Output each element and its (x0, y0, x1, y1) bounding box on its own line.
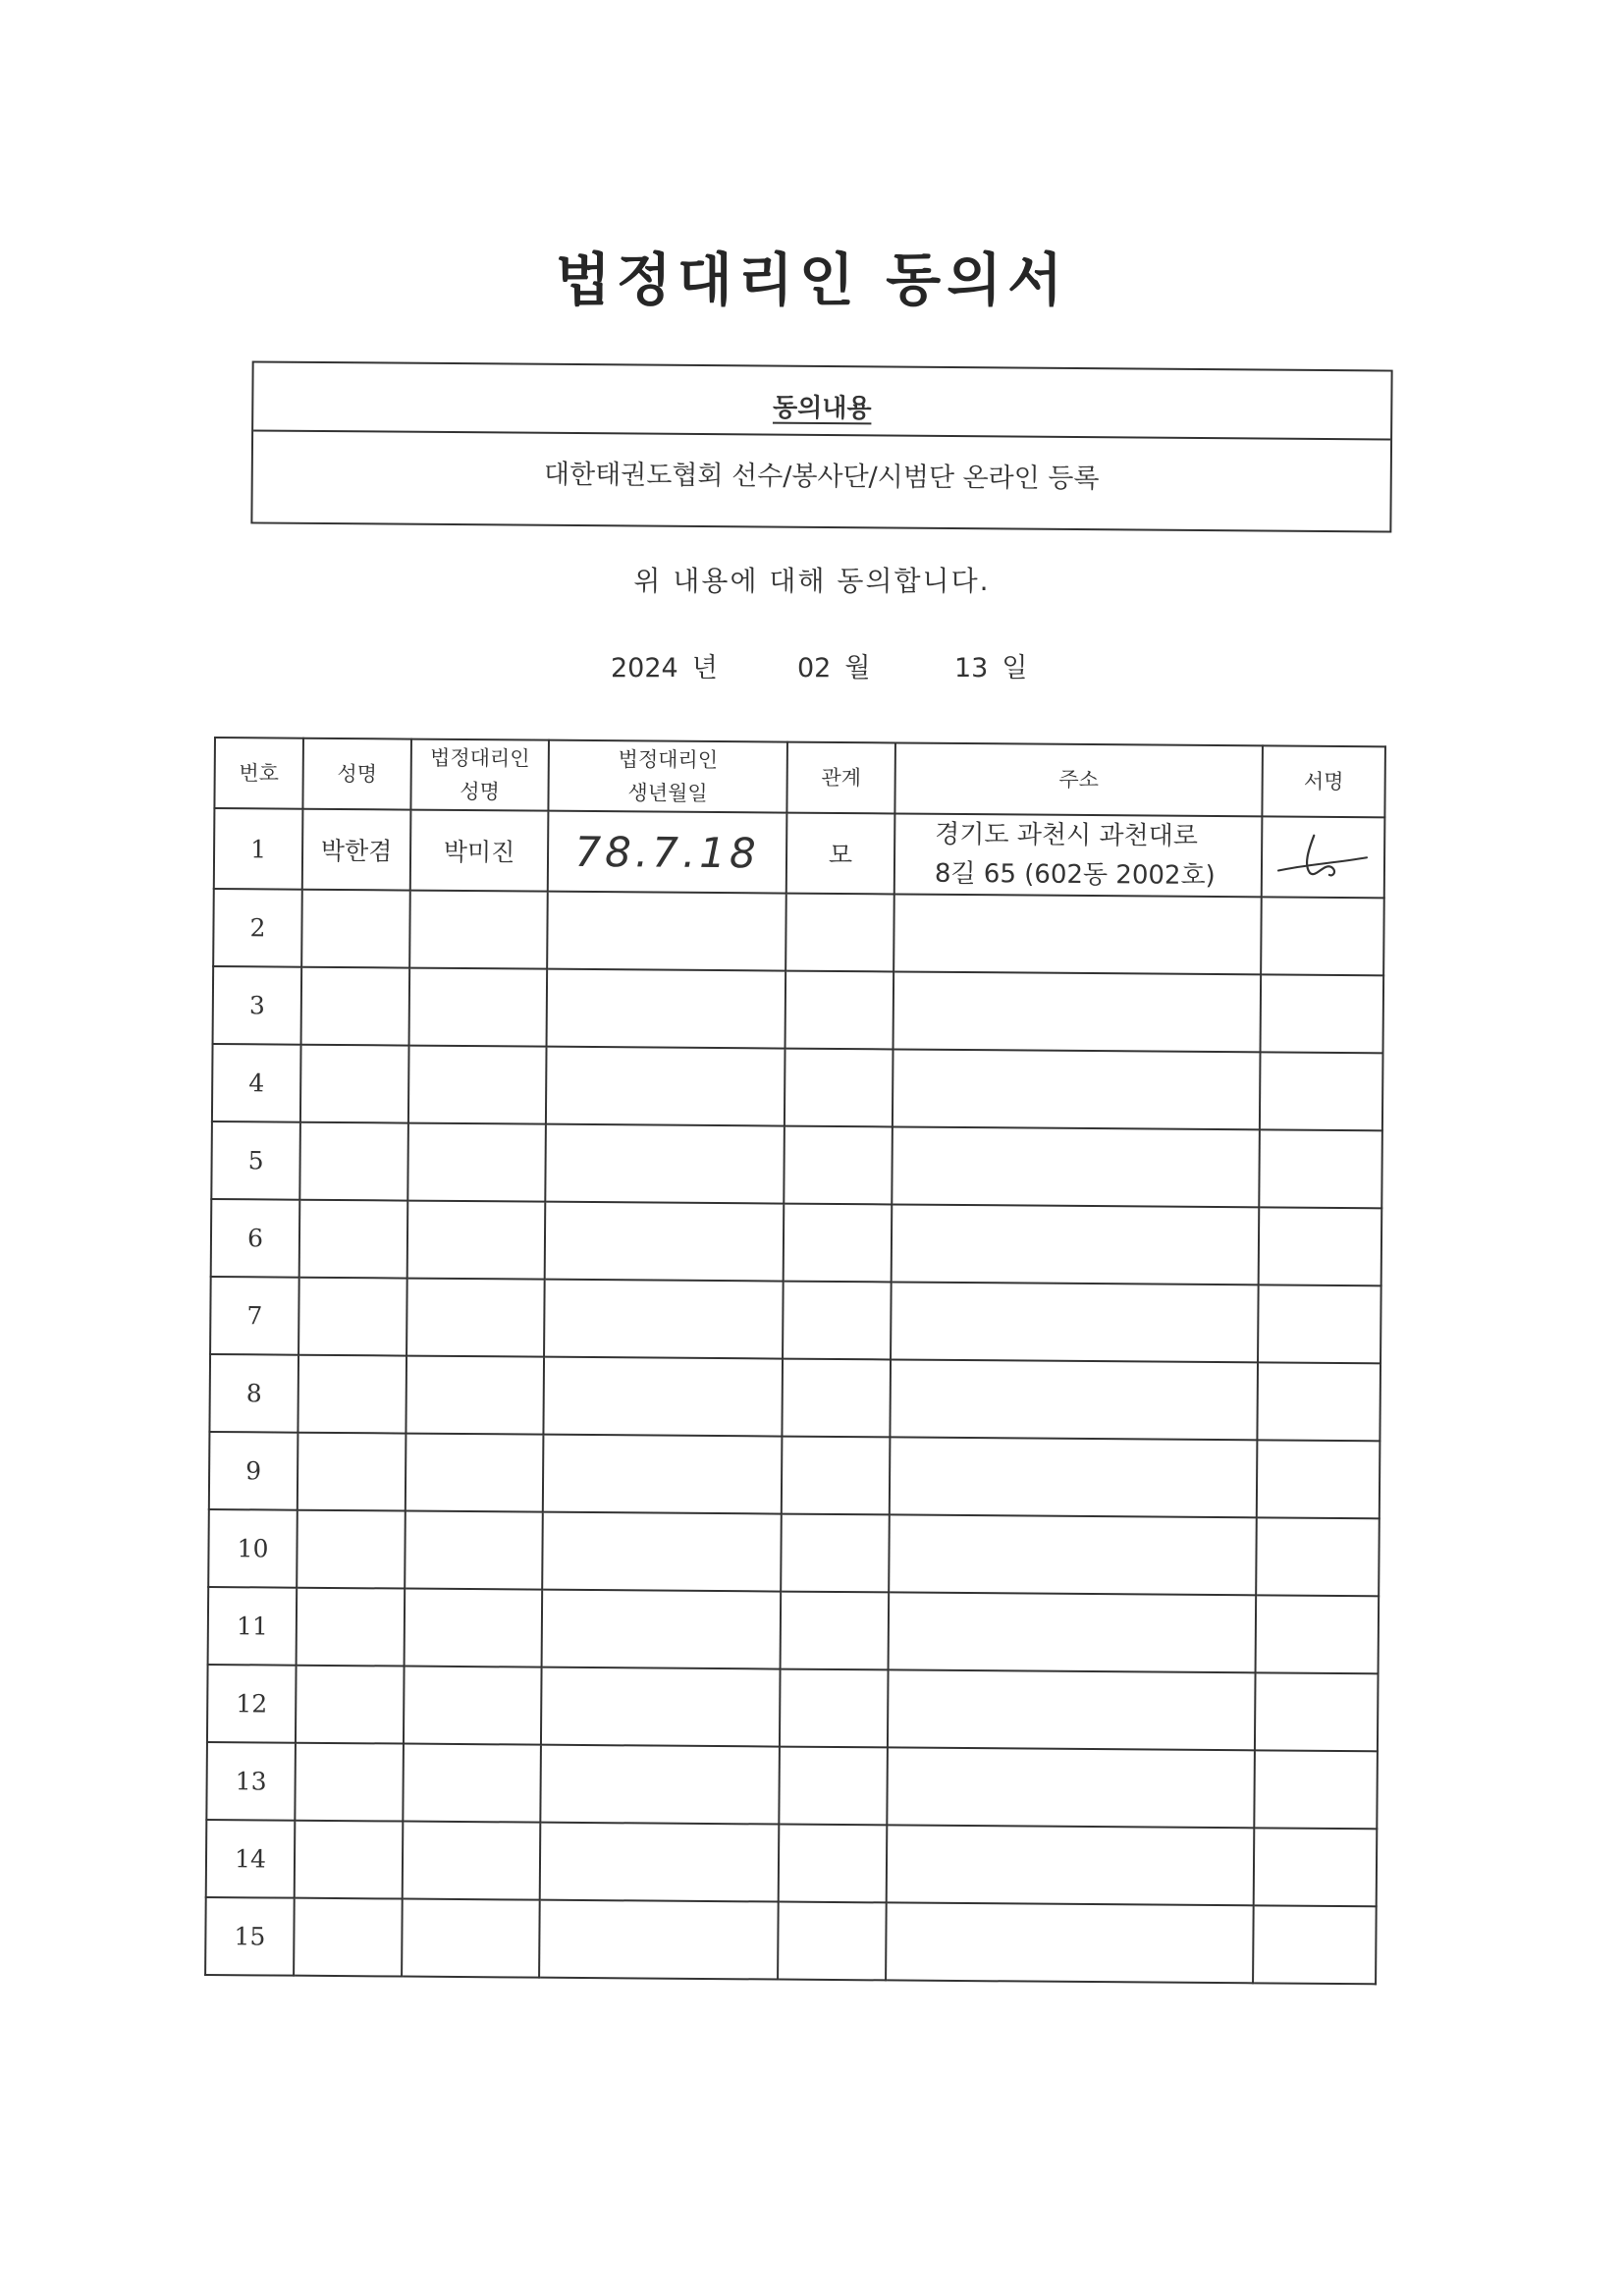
cell-no: 10 (208, 1509, 298, 1588)
cell-guardian-birth (547, 969, 786, 1049)
table-header-row (214, 738, 1385, 817)
cell-name (298, 1433, 406, 1511)
cell-guardian-birth (541, 1667, 781, 1747)
table-row (206, 1742, 1378, 1829)
cell-relation (781, 1592, 890, 1670)
date-day-value: 13 (954, 653, 989, 683)
cell-signature (1254, 1828, 1378, 1906)
date-month-unit: 월 (844, 653, 871, 683)
agree-statement: 위 내용에 대해 동의합니다. (633, 565, 991, 597)
cell-guardian-name (406, 1434, 544, 1512)
cell-guardian-name (409, 968, 548, 1047)
cell-name (294, 1898, 403, 1977)
cell-guardian-birth (542, 1512, 782, 1592)
cell-guardian-birth (547, 892, 786, 971)
cell-name (297, 1510, 406, 1589)
cell-address (891, 1282, 1259, 1362)
address-line-2: 8길 65 (602동 2002호) (934, 858, 1216, 892)
cell-signature (1259, 1207, 1382, 1285)
cell-name (299, 1122, 408, 1201)
date-month (797, 646, 870, 684)
cell-relation (779, 1747, 888, 1826)
cell-guardian-birth (543, 1357, 783, 1437)
consent-body: 대한태권도협회 선수/봉사단/시범단 온라인 등록 (543, 459, 1100, 495)
cell-guardian-name (408, 1046, 547, 1124)
header-guardian-name-line2: 성명 (460, 779, 500, 804)
cell-relation (785, 971, 894, 1050)
cell-signature (1256, 1517, 1380, 1596)
cell-name (299, 1200, 408, 1279)
cell-name (300, 1045, 409, 1123)
cell-relation (784, 1126, 893, 1205)
cell-signature (1260, 1052, 1383, 1130)
cell-address (890, 1359, 1258, 1440)
cell-address (887, 1747, 1255, 1828)
cell-no: 8 (209, 1354, 298, 1433)
cell-no: 2 (213, 889, 302, 967)
cell-relation: 모 (786, 813, 895, 895)
cell-guardian-name (406, 1356, 544, 1435)
header-signature: 서명 (1262, 745, 1385, 817)
cell-signature (1261, 897, 1384, 975)
cell-guardian-name (404, 1667, 542, 1745)
page-title: 법정대리인 동의서 (555, 246, 1069, 313)
cell-name (301, 967, 410, 1046)
cell-relation (779, 1825, 888, 1903)
cell-name (295, 1821, 404, 1899)
consent-table (204, 737, 1386, 1985)
table-row (207, 1665, 1379, 1751)
cell-no: 12 (207, 1665, 297, 1743)
cell-no: 15 (205, 1897, 295, 1976)
cell-relation (783, 1282, 892, 1360)
cell-guardian-name (403, 1822, 541, 1900)
cell-address (888, 1669, 1256, 1750)
cell-guardian-name (405, 1589, 543, 1667)
cell-guardian-name (402, 1899, 540, 1978)
cell-name (298, 1355, 406, 1434)
cell-relation (781, 1514, 890, 1593)
cell-address (894, 813, 1263, 897)
cell-relation (782, 1359, 891, 1438)
cell-guardian-birth (540, 1823, 780, 1902)
cell-address (892, 1204, 1260, 1285)
cell-no: 9 (209, 1432, 298, 1510)
cell-address (893, 971, 1262, 1052)
table-row (211, 1199, 1382, 1285)
cell-signature (1256, 1595, 1380, 1673)
cell-no: 14 (206, 1820, 296, 1898)
cell-address (889, 1592, 1257, 1672)
cell-no: 7 (210, 1277, 299, 1355)
cell-signature (1262, 816, 1385, 898)
table-row (210, 1277, 1381, 1363)
cell-signature (1259, 1129, 1382, 1208)
cell-address (889, 1514, 1257, 1595)
table-row (208, 1509, 1380, 1596)
table-row (208, 1587, 1380, 1673)
cell-no: 1 (214, 808, 303, 890)
table-row (211, 1121, 1382, 1208)
cell-guardian-birth (543, 1435, 783, 1514)
cell-signature (1257, 1362, 1380, 1441)
cell-address (890, 1437, 1258, 1517)
header-name: 성명 (302, 738, 411, 810)
cell-signature (1253, 1905, 1377, 1984)
cell-guardian-birth (546, 1047, 785, 1126)
cell-relation (782, 1437, 891, 1515)
cell-name (297, 1588, 406, 1667)
cell-signature (1258, 1285, 1381, 1363)
table-row (205, 1897, 1377, 1984)
table-row (212, 1044, 1383, 1130)
cell-guardian-birth (540, 1745, 780, 1825)
cell-relation (778, 1902, 887, 1981)
cell-name (296, 1666, 405, 1744)
consent-header-label: 동의내용 (772, 393, 872, 424)
cell-address (887, 1825, 1255, 1905)
table-row (214, 808, 1385, 898)
cell-signature (1257, 1440, 1380, 1518)
cell-name (298, 1278, 407, 1356)
date-year (611, 646, 718, 684)
cell-signature (1255, 1672, 1379, 1751)
date-year-value: 2024 (611, 653, 678, 683)
cell-guardian-name (407, 1123, 546, 1202)
table-row (206, 1820, 1378, 1906)
cell-address (893, 1049, 1261, 1129)
date-day-unit: 일 (1001, 653, 1028, 683)
date-day (954, 646, 1027, 684)
table-row (209, 1354, 1380, 1441)
cell-guardian-name: 박미진 (410, 810, 549, 892)
cell-no: 3 (213, 966, 302, 1045)
header-relation: 관계 (786, 742, 895, 814)
header-guardian-birth-line2: 생년월일 (627, 781, 708, 805)
cell-address (886, 1902, 1254, 1983)
cell-name (301, 890, 410, 968)
cell-signature (1261, 974, 1384, 1053)
header-guardian-name (410, 739, 549, 811)
header-guardian-name-line1: 법정대리인 (430, 745, 530, 771)
cell-address (893, 894, 1262, 974)
cell-no: 5 (211, 1121, 300, 1200)
cell-guardian-birth (544, 1280, 784, 1359)
address-line-1: 경기도 과천시 과천대로 (935, 819, 1199, 851)
cell-guardian-birth (539, 1900, 779, 1980)
cell-guardian-name (409, 891, 548, 969)
cell-guardian-birth (545, 1202, 785, 1282)
date-year-unit: 년 (691, 653, 718, 683)
cell-relation (780, 1669, 889, 1748)
cell-guardian-name (405, 1511, 543, 1590)
header-guardian-birth (548, 740, 787, 813)
cell-no: 13 (206, 1742, 296, 1821)
cell-relation (785, 1049, 893, 1127)
header-guardian-birth-line1: 법정대리인 (618, 747, 719, 773)
date-month-value: 02 (797, 653, 832, 683)
cell-no: 11 (208, 1587, 298, 1666)
cell-relation (785, 894, 894, 972)
table-row (213, 889, 1384, 975)
cell-guardian-birth: 78.7.18 (548, 811, 787, 894)
header-address: 주소 (894, 742, 1263, 816)
table-row (209, 1432, 1380, 1518)
table-row (213, 966, 1384, 1053)
cell-guardian-name (403, 1744, 541, 1823)
cell-address (892, 1126, 1260, 1207)
cell-name: 박한겸 (302, 809, 411, 891)
cell-no: 4 (212, 1044, 301, 1122)
cell-no: 6 (211, 1199, 300, 1278)
cell-guardian-name (407, 1201, 546, 1280)
header-no: 번호 (214, 738, 303, 809)
cell-guardian-name (406, 1279, 545, 1357)
consent-header (253, 362, 1391, 440)
cell-relation (784, 1204, 893, 1283)
consent-box (250, 360, 1392, 532)
handwritten-signature-icon (1273, 827, 1372, 887)
cell-signature (1254, 1750, 1378, 1829)
cell-guardian-birth (542, 1590, 782, 1669)
cell-guardian-birth (545, 1124, 785, 1204)
cell-name (295, 1743, 404, 1822)
